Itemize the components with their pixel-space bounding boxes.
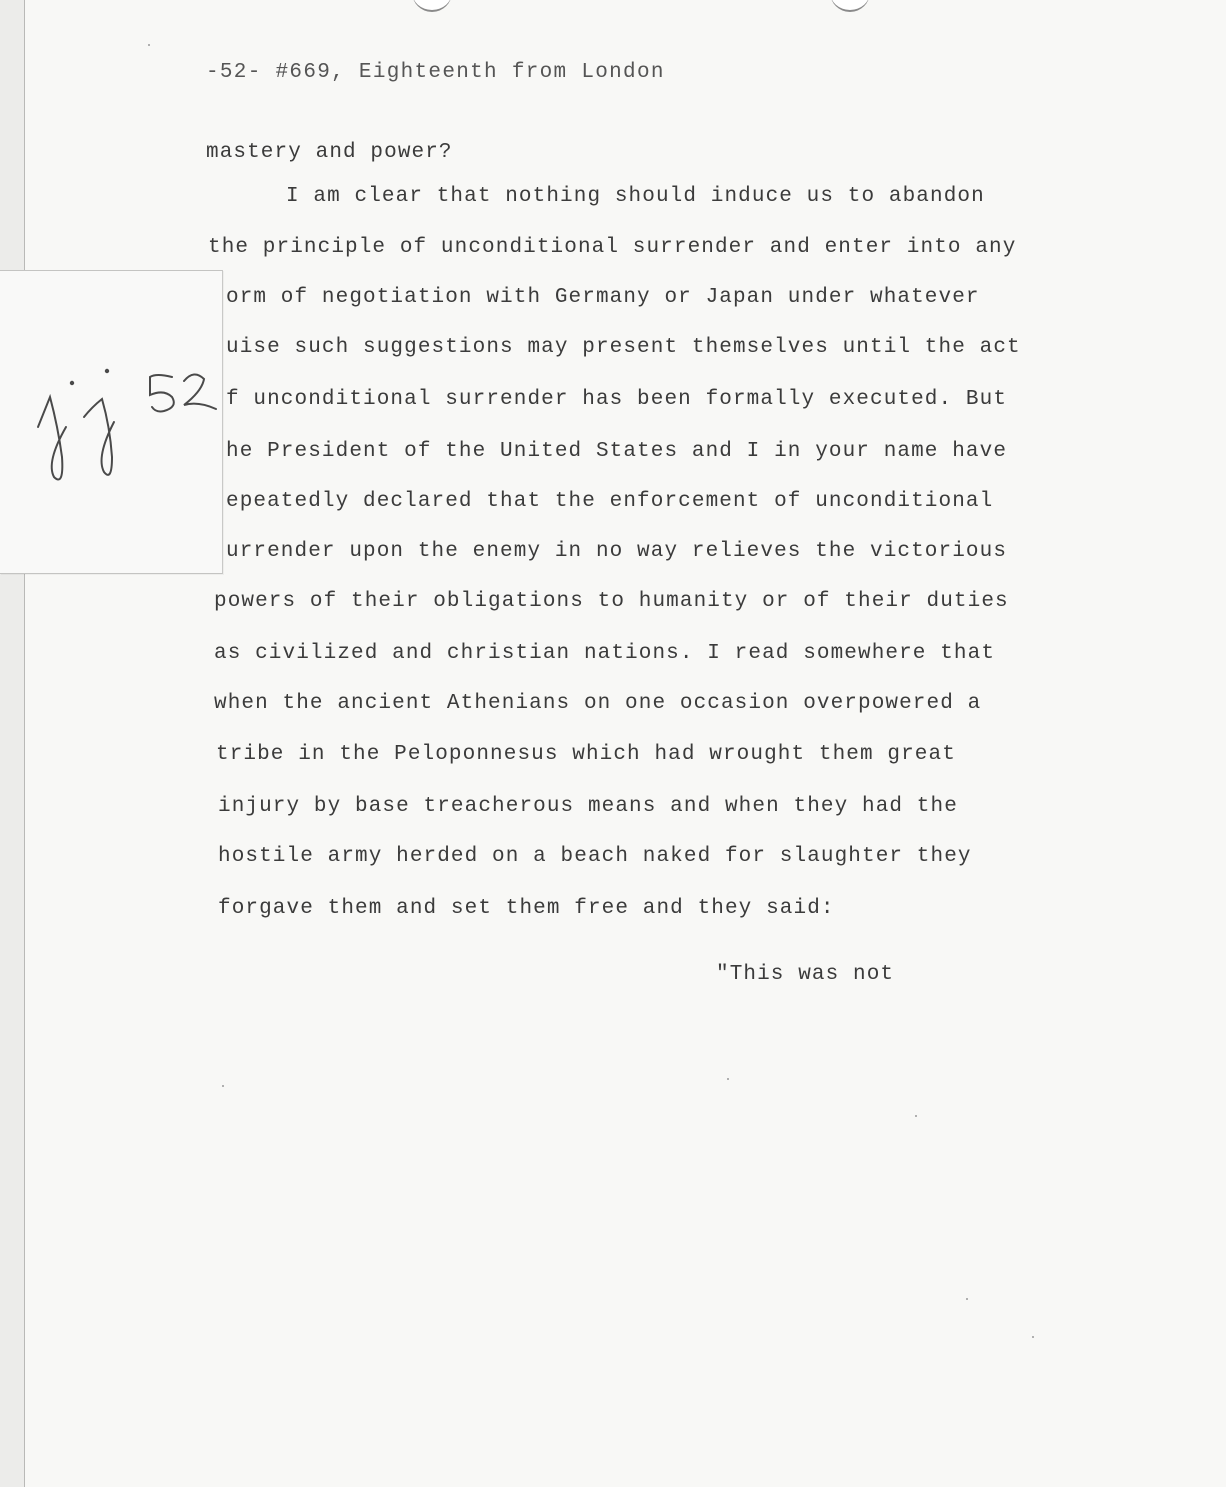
text-line-continuation: "This was not <box>716 963 895 986</box>
paper-speck <box>222 1085 224 1087</box>
text-line: as civilized and christian nations. I read somewhere that <box>214 642 996 665</box>
handwritten-annotation-icon <box>32 367 222 497</box>
text-line: mastery and power? <box>206 141 453 164</box>
text-line: f unconditional surrender has been formally executed. But <box>226 388 1008 411</box>
text-line: uise such suggestions may present themselves until the act <box>226 336 1021 359</box>
punch-hole-left <box>412 0 452 12</box>
binding-strip <box>0 0 25 1487</box>
text-line: epeatedly declared that the enforcement of unconditional <box>226 490 994 513</box>
paper-speck <box>915 1115 917 1117</box>
text-line: I am clear that nothing should induce us to abandon <box>286 185 985 208</box>
text-line: he President of the United States and I in your name have <box>226 440 1008 463</box>
paper-speck <box>1032 1336 1034 1338</box>
paper-speck <box>727 1078 729 1080</box>
punch-hole-right <box>830 0 870 12</box>
page-header: -52- #669, Eighteenth from London <box>206 61 665 84</box>
text-line: the principle of unconditional surrender and enter into any <box>208 236 1017 259</box>
text-line: tribe in the Peloponnesus which had wrought them great <box>216 743 956 766</box>
paper-speck <box>966 1298 968 1300</box>
text-line: hostile army herded on a beach naked for slaughter they <box>218 845 972 868</box>
text-line: injury by base treacherous means and when they had the <box>218 795 958 818</box>
text-line: orm of negotiation with Germany or Japan under whatever <box>226 286 980 309</box>
text-line: when the ancient Athenians on one occasion overpowered a <box>214 692 982 715</box>
text-line: forgave them and set them free and they said: <box>218 897 835 920</box>
paper-speck <box>148 44 150 46</box>
text-line: powers of their obligations to humanity or of their duties <box>214 590 1009 613</box>
pasted-slip <box>0 270 223 574</box>
text-line: urrender upon the enemy in no way relieves the victorious <box>226 540 1008 563</box>
